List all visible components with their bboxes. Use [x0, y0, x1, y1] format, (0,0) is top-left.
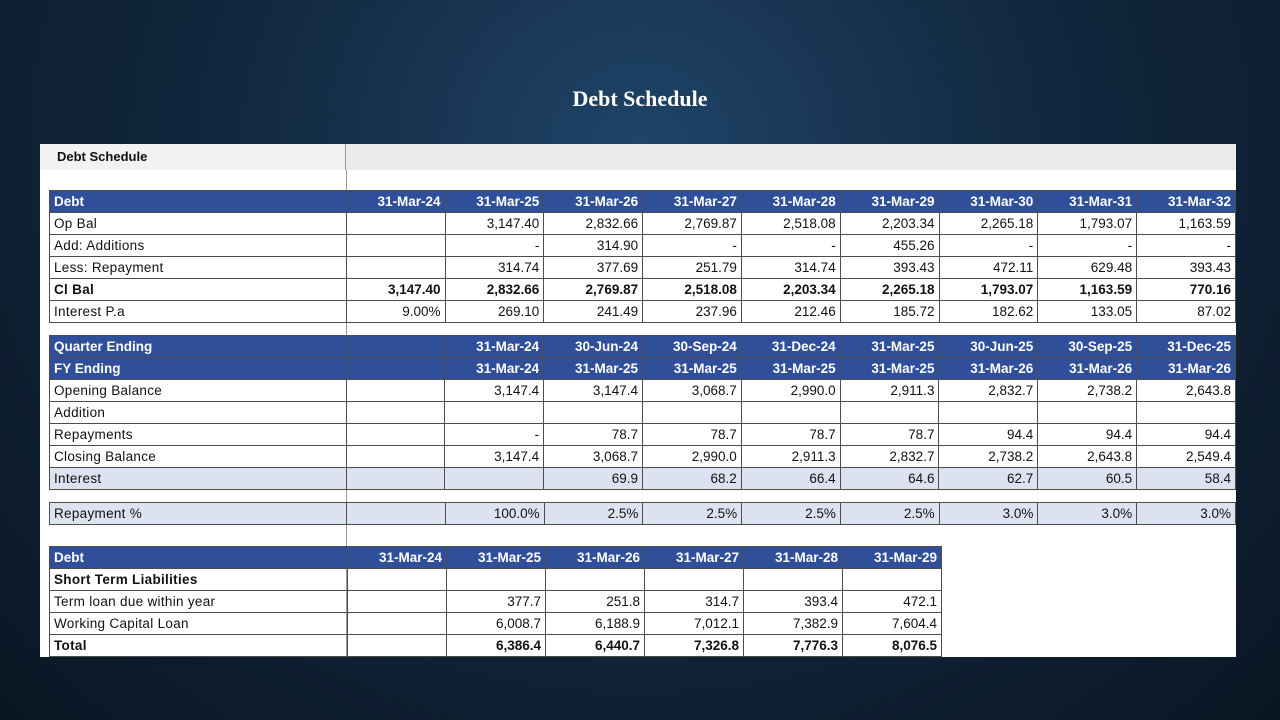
value-cell: 2,738.2 [939, 446, 1038, 468]
value-cell: 2,769.87 [544, 279, 643, 301]
header-cell: 31-Mar-25 [840, 336, 939, 358]
value-cell: 2,518.08 [643, 279, 742, 301]
value-cell: 94.4 [1038, 424, 1137, 446]
value-cell: 58.4 [1137, 468, 1236, 490]
value-cell: 472.1 [843, 591, 942, 613]
header-cell: 31-Mar-26 [544, 191, 643, 213]
value-cell: 2,911.3 [840, 380, 939, 402]
value-cell: 6,440.7 [546, 635, 645, 657]
row-label: Interest P.a [50, 301, 347, 323]
value-cell: 69.9 [544, 468, 643, 490]
value-cell: 2,643.8 [1038, 446, 1137, 468]
table-row [50, 424, 1236, 446]
value-cell: 212.46 [741, 301, 840, 323]
header-cell: Debt [50, 547, 348, 569]
value-cell [348, 591, 447, 613]
value-cell: 629.48 [1038, 257, 1137, 279]
value-cell: 2,549.4 [1137, 446, 1236, 468]
value-cell: 62.7 [939, 468, 1038, 490]
table-row [50, 446, 1236, 468]
table-row [50, 301, 1236, 323]
header-cell: 30-Sep-25 [1038, 336, 1137, 358]
value-cell: 3.0% [1038, 503, 1137, 525]
table-row [50, 503, 1236, 525]
header-cell: 31-Mar-26 [1137, 358, 1236, 380]
value-cell: 6,386.4 [447, 635, 546, 657]
debt-header-row [50, 191, 1236, 213]
value-cell: 393.43 [1137, 257, 1236, 279]
value-cell: 78.7 [642, 424, 741, 446]
value-cell: 377.69 [544, 257, 643, 279]
table-row [50, 213, 1236, 235]
value-cell: 185.72 [840, 301, 939, 323]
header-cell: 31-Mar-29 [840, 191, 939, 213]
value-cell: 2,911.3 [741, 446, 840, 468]
value-cell [1038, 402, 1137, 424]
header-cell: Quarter Ending [50, 336, 347, 358]
row-label: Working Capital Loan [50, 613, 348, 635]
value-cell: - [741, 235, 840, 257]
value-cell: 94.4 [1137, 424, 1236, 446]
value-cell: 2,203.34 [840, 213, 939, 235]
short-term-liabilities-table [49, 546, 942, 657]
value-cell: 78.7 [544, 424, 643, 446]
value-cell [346, 424, 444, 446]
value-cell [645, 569, 744, 591]
table-row [50, 402, 1236, 424]
header-cell: 31-Dec-24 [741, 336, 840, 358]
quarter-header-row [50, 336, 1236, 358]
value-cell: - [445, 424, 544, 446]
value-cell [843, 569, 942, 591]
value-cell: 100.0% [445, 503, 544, 525]
value-cell: 7,776.3 [744, 635, 843, 657]
header-cell [346, 336, 444, 358]
value-cell: 3,147.4 [445, 380, 544, 402]
row-label: Opening Balance [50, 380, 347, 402]
value-cell [445, 402, 544, 424]
value-cell: 3.0% [939, 503, 1038, 525]
header-cell: Debt [50, 191, 347, 213]
value-cell: 2,832.7 [840, 446, 939, 468]
header-cell: 31-Mar-26 [939, 358, 1038, 380]
value-cell: 455.26 [840, 235, 939, 257]
value-cell: 2,738.2 [1038, 380, 1137, 402]
value-cell [445, 468, 544, 490]
value-cell: 2,832.66 [544, 213, 643, 235]
value-cell: 237.96 [643, 301, 742, 323]
value-cell: 2.5% [544, 503, 643, 525]
value-cell [346, 380, 444, 402]
header-cell: 31-Mar-28 [744, 547, 843, 569]
table-row [50, 468, 1236, 490]
value-cell: 182.62 [939, 301, 1038, 323]
row-label: Closing Balance [50, 446, 347, 468]
value-cell: 6,008.7 [447, 613, 546, 635]
value-cell [346, 257, 445, 279]
row-label: Total [50, 635, 348, 657]
debt-annual-table [49, 190, 1236, 323]
row-label: Term loan due within year [50, 591, 348, 613]
row-label: Repayments [50, 424, 347, 446]
value-cell: 6,188.9 [546, 613, 645, 635]
value-cell: 3,147.4 [544, 380, 643, 402]
value-cell: 78.7 [741, 424, 840, 446]
header-cell: 31-Mar-25 [840, 358, 939, 380]
header-cell [346, 358, 444, 380]
value-cell: 2.5% [643, 503, 742, 525]
header-cell: 31-Mar-27 [645, 547, 744, 569]
value-cell [346, 235, 445, 257]
value-cell [346, 402, 444, 424]
value-cell [346, 213, 445, 235]
value-cell: 2.5% [840, 503, 939, 525]
value-cell: - [445, 235, 544, 257]
value-cell: 60.5 [1038, 468, 1137, 490]
row-label: Repayment % [50, 503, 347, 525]
value-cell: 1,163.59 [1137, 213, 1236, 235]
row-label: Op Bal [50, 213, 347, 235]
value-cell: 2,518.08 [741, 213, 840, 235]
value-cell [347, 503, 446, 525]
value-cell: 377.7 [447, 591, 546, 613]
value-cell [642, 402, 741, 424]
value-cell: 87.02 [1137, 301, 1236, 323]
header-cell: FY Ending [50, 358, 347, 380]
value-cell: 393.4 [744, 591, 843, 613]
value-cell: 7,604.4 [843, 613, 942, 635]
header-cell: 31-Mar-30 [939, 191, 1038, 213]
value-cell: 314.74 [741, 257, 840, 279]
value-cell: 2,832.66 [445, 279, 544, 301]
header-cell: 31-Mar-29 [843, 547, 942, 569]
value-cell: 393.43 [840, 257, 939, 279]
value-cell: 2,643.8 [1137, 380, 1236, 402]
row-label: Cl Bal [50, 279, 347, 301]
value-cell [346, 446, 444, 468]
value-cell: 3,068.7 [642, 380, 741, 402]
value-cell: 9.00% [346, 301, 445, 323]
value-cell: 2,832.7 [939, 380, 1038, 402]
value-cell: 2,265.18 [840, 279, 939, 301]
value-cell [744, 569, 843, 591]
spreadsheet [40, 144, 1236, 657]
value-cell: 241.49 [544, 301, 643, 323]
value-cell: 1,793.07 [939, 279, 1038, 301]
value-cell: 2,990.0 [642, 446, 741, 468]
row-label: Short Term Liabilities [50, 569, 348, 591]
value-cell: - [1137, 235, 1236, 257]
value-cell: 64.6 [840, 468, 939, 490]
value-cell: 3,147.40 [445, 213, 544, 235]
row-label: Interest [50, 468, 347, 490]
table-row [50, 635, 942, 657]
header-cell: 31-Mar-24 [348, 547, 447, 569]
value-cell: 3.0% [1137, 503, 1236, 525]
value-cell [1137, 402, 1236, 424]
value-cell: 8,076.5 [843, 635, 942, 657]
value-cell: 251.79 [643, 257, 742, 279]
header-cell: 31-Mar-25 [447, 547, 546, 569]
value-cell: - [643, 235, 742, 257]
value-cell: 7,326.8 [645, 635, 744, 657]
value-cell: 133.05 [1038, 301, 1137, 323]
header-cell: 31-Mar-28 [741, 191, 840, 213]
value-cell: 3,068.7 [544, 446, 643, 468]
table-row [50, 235, 1236, 257]
value-cell [939, 402, 1038, 424]
value-cell: 314.90 [544, 235, 643, 257]
header-cell: 31-Dec-25 [1137, 336, 1236, 358]
header-cell: 31-Mar-25 [642, 358, 741, 380]
value-cell [840, 402, 939, 424]
value-cell: 3,147.4 [445, 446, 544, 468]
value-cell [346, 468, 444, 490]
table-row [50, 591, 942, 613]
row-label: Less: Repayment [50, 257, 347, 279]
repayment-percent-table [49, 502, 1236, 525]
table-row [50, 613, 942, 635]
value-cell [348, 569, 447, 591]
value-cell: - [1038, 235, 1137, 257]
value-cell: 1,793.07 [1038, 213, 1137, 235]
header-cell: 31-Mar-27 [643, 191, 742, 213]
header-cell: 31-Mar-31 [1038, 191, 1137, 213]
header-cell: 31-Mar-25 [544, 358, 643, 380]
value-cell: 7,012.1 [645, 613, 744, 635]
value-cell [546, 569, 645, 591]
value-cell: - [939, 235, 1038, 257]
header-cell: 31-Mar-24 [445, 358, 544, 380]
value-cell: 94.4 [939, 424, 1038, 446]
header-cell: 31-Mar-26 [1038, 358, 1137, 380]
value-cell: 1,163.59 [1038, 279, 1137, 301]
value-cell: 770.16 [1137, 279, 1236, 301]
value-cell: 68.2 [642, 468, 741, 490]
value-cell: 7,382.9 [744, 613, 843, 635]
header-cell: 30-Jun-25 [939, 336, 1038, 358]
value-cell: 314.7 [645, 591, 744, 613]
value-cell: 66.4 [741, 468, 840, 490]
value-cell: 2,203.34 [741, 279, 840, 301]
value-cell: 472.11 [939, 257, 1038, 279]
table-row [50, 380, 1236, 402]
value-cell: 3,147.40 [346, 279, 445, 301]
fy-header-row [50, 358, 1236, 380]
value-cell: 251.8 [546, 591, 645, 613]
value-cell [544, 402, 643, 424]
sheet-header-bar [40, 144, 1236, 170]
header-cell: 31-Mar-25 [741, 358, 840, 380]
slide-title: Debt Schedule [572, 86, 708, 111]
quarterly-schedule-table [49, 335, 1236, 490]
row-label: Addition [50, 402, 347, 424]
table-row [50, 257, 1236, 279]
value-cell: 314.74 [445, 257, 544, 279]
table-row [50, 569, 942, 591]
value-cell: 2,990.0 [741, 380, 840, 402]
value-cell [741, 402, 840, 424]
header-cell: 30-Sep-24 [642, 336, 741, 358]
debt-header-row [50, 547, 942, 569]
sheet-header-label: Debt Schedule [40, 144, 346, 170]
value-cell: 269.10 [445, 301, 544, 323]
table-row [50, 279, 1236, 301]
value-cell: 2,769.87 [643, 213, 742, 235]
value-cell [348, 635, 447, 657]
header-cell: 31-Mar-24 [445, 336, 544, 358]
row-label: Add: Additions [50, 235, 347, 257]
value-cell [348, 613, 447, 635]
header-cell: 31-Mar-26 [546, 547, 645, 569]
header-cell: 31-Mar-32 [1137, 191, 1236, 213]
value-cell: 78.7 [840, 424, 939, 446]
header-cell: 31-Mar-25 [445, 191, 544, 213]
value-cell [447, 569, 546, 591]
value-cell: 2.5% [742, 503, 841, 525]
header-cell: 31-Mar-24 [346, 191, 445, 213]
value-cell: 2,265.18 [939, 213, 1038, 235]
header-cell: 30-Jun-24 [544, 336, 643, 358]
